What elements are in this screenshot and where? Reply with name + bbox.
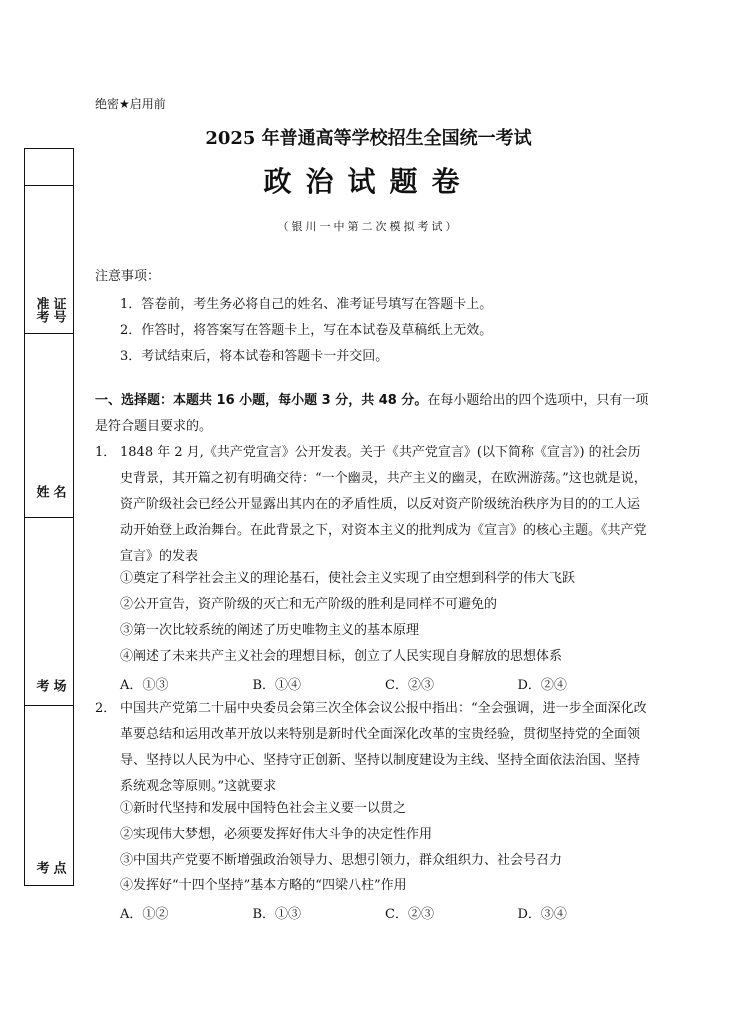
notice-item: 1．答卷前，考生务必将自己的姓名、准考证号填写在答题卡上。 [120,297,493,312]
side-label-text: 名 [50,485,66,498]
exam-number-field[interactable] [25,297,73,323]
choice-a[interactable]: A．①② [120,907,169,922]
choice-a[interactable]: A．①③ [120,678,169,693]
section-intro [95,388,651,440]
side-label-text: 考 [33,861,49,874]
section-intro-text: 在每小题给出的四个选项中，只有一项是符合题目要求的。 [95,393,649,434]
subject-title: 政治试题卷 [263,165,474,198]
candidate-info-panel [24,148,74,886]
exam-room-field[interactable] [25,679,73,692]
choice-c[interactable]: C．②③ [385,678,434,693]
side-divider [25,185,73,186]
exam-title: 2025 年普通高等学校招生全国统一考试 [205,128,532,149]
question-number: 1． [95,445,117,460]
notice-item: 2．作答时，将答案写在答题卡上，写在本试卷及草稿纸上无效。 [120,323,493,338]
side-label-text: 点 [50,861,66,874]
exam-site-field[interactable] [25,861,73,874]
side-divider [25,333,73,334]
question-option: ①新时代坚持和发展中国特色社会主义要一以贯之 [120,801,407,816]
exam-subtitle: （银川一中第二次模拟考试） [277,220,460,233]
question-2 [95,696,651,800]
question-option: ②公开宣告，资产阶级的灭亡和无产阶级的胜利是同样不可避免的 [120,597,498,612]
notice-item: 3．考试结束后，将本试卷和答题卡一并交回。 [120,349,389,364]
question-option: ④阐述了未来共产主义社会的理想目标，创立了人民实现自身解放的思想体系 [120,649,563,664]
choice-d[interactable]: D．③④ [517,907,567,922]
side-label-text: 场 [50,679,66,692]
name-field[interactable] [25,485,73,498]
section-intro-bold: 一、选择题：本题共 16 小题，每小题 3 分，共 48 分。 [95,393,428,408]
notice-heading: 注意事项： [95,269,161,284]
side-label-text: 姓 [33,485,49,498]
side-label-text: 证号 [50,297,66,323]
choice-c[interactable]: C．②③ [385,907,434,922]
confidential-mark: 绝密★启用前 [95,97,166,111]
answer-choices [120,903,650,922]
question-number: 2． [95,701,117,716]
side-label-text: 考 [33,679,49,692]
answer-choices [120,674,650,693]
choice-d[interactable]: D．②④ [517,678,567,693]
question-option: ③中国共产党要不断增强政治领导力、思想引领力，群众组织力、社会号召力 [120,853,563,868]
question-1 [95,440,651,570]
side-divider [25,705,73,706]
side-label-text: 准考 [33,297,49,323]
question-option: ①奠定了科学社会主义的理论基石，使社会主义实现了由空想到科学的伟大飞跃 [120,571,576,586]
side-divider [25,517,73,518]
choice-b[interactable]: B．①④ [252,678,302,693]
question-option: ③第一次比较系统的阐述了历史唯物主义的基本原理 [120,623,420,638]
question-option: ④发挥好“十四个坚持”基本方略的“四梁八柱”作用 [120,878,407,893]
choice-b[interactable]: B．①③ [252,907,302,922]
question-stem: 1848 年 2 月,《共产党宣言》公开发表。关于《共产党宣言》(以下简称《宣言》) 的社会历史背景，其开篇之初有明确交待：“一个幽灵，共产主义的幽灵，在欧洲游荡。”这也就是说，资产阶级社会已经公开显露出其内在的矛盾性质，以反对资产阶级统治秩序为目的的工人运动开始登上政治舞台。在此背景之下，对资本主义的批判成为《宣言》的核心主题。《共产党宣言》的发表 [120,445,647,564]
question-option: ②实现伟大梦想，必须要发挥好伟大斗争的决定性作用 [120,827,433,842]
question-stem: 中国共产党第二十届中央委员会第三次全体会议公报中指出：“全会强调，进一步全面深化改革要总结和运用改革开放以来特别是新时代全面深化改革的宝贵经验，贯彻坚持党的全面领导、坚持以人民为中心、坚持守正创新、坚持以制度建设为主线、坚持全面依法治国、坚持系统观念等原则。”这就要求 [120,701,647,794]
